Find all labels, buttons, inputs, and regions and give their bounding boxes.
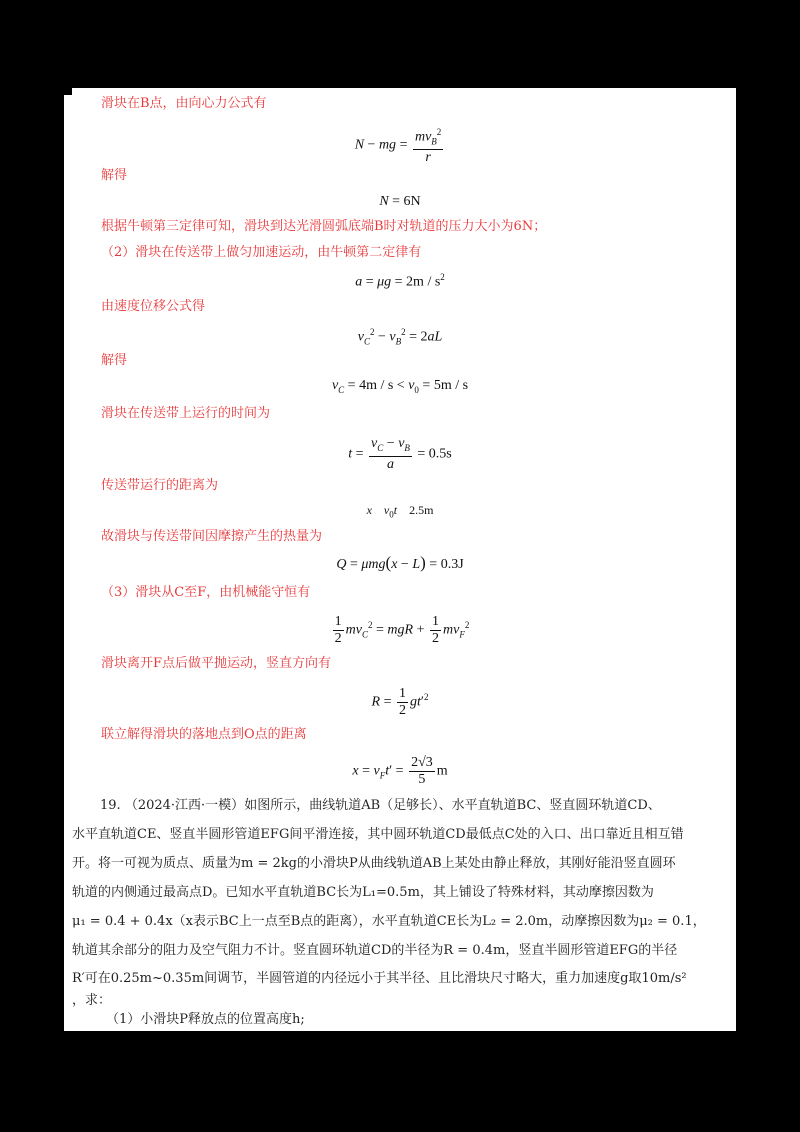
solution-text: 联立解得滑块的落地点到O点的距离 xyxy=(101,727,307,742)
solution-text: 滑块在B点，由向心力公式有 xyxy=(101,96,267,111)
problem-source: （2024·江西·一模） xyxy=(124,798,245,813)
problem-text: 如图所示，曲线轨道AB（足够长）、水平直轨道BC、竖直圆环轨道CD、 xyxy=(244,798,661,813)
solution-text: （2）滑块在传送带上做匀加速运动，由牛顿第二定律有 xyxy=(101,245,422,260)
solution-text: 故滑块与传送带间因摩擦产生的热量为 xyxy=(101,529,323,544)
solution-text: 传送带运行的距离为 xyxy=(101,478,219,493)
problem-19-line: 轨道其余部分的阻力及空气阻力不计。竖直圆环轨道CD的半径为R = 0.4m，竖直半圆形管道EFG的半径 xyxy=(72,943,678,958)
equation-velocity-c: $v_C = 4m / s < v_0 = 5m / s$ xyxy=(331,378,469,395)
problem-19-line: 轨道的内侧通过最高点D。已知水平直轨道BC长为L₁=0.5m，其上铺设了特殊材料，其动摩擦因数为 xyxy=(72,885,654,900)
equation-energy: $\frac{1}{2}$ $mv_C^2$ = mgR + $\frac{1}{2}$ $mv_F^2$ xyxy=(334,614,470,646)
equation-acceleration: $a = \mu g = 2m / s^2$ xyxy=(355,272,445,290)
solution-text: （3）滑块从C至F，由机械能守恒有 xyxy=(101,585,311,600)
equation-landing-distance: $x = v_Ft'$ = $\frac{2√3}{5}$ m xyxy=(352,755,448,787)
equation-centripetal: N − mg = $\frac{mv_B^2}{r}$ xyxy=(0,124,800,166)
problem-19-line xyxy=(100,797,661,815)
problem-19-line: 水平直轨道CE、竖直半圆形管道EFG间平滑连接，其中圆环轨道CD最低点C处的入口、出口靠近且相互错 xyxy=(72,827,684,842)
solution-text: 滑块离开F点后做平抛运动，竖直方向有 xyxy=(101,656,332,671)
solution-text: 滑块在传送带上运行的时间为 xyxy=(101,406,271,421)
solution-text: 由速度位移公式得 xyxy=(101,299,206,314)
solution-text: 解得 xyxy=(101,353,128,368)
equation-normal-force: N = 6N xyxy=(379,194,421,209)
problem-19-line: ，求： xyxy=(72,993,112,1008)
equation-kinematic: $v_C^2 - v_B^2 = 2aL$ xyxy=(357,327,443,347)
equation-time: t = $\frac{v_C - v_B}{a}$ = 0.5s xyxy=(348,436,452,472)
equation-heat: Q = μmg(x − L) = 0.3J xyxy=(336,553,464,572)
equation-fall: R = $\frac{1}{2}$ $gt'^2$ xyxy=(371,686,429,718)
solution-text: 根据牛顿第三定律可知，滑块到达光滑圆弧底端B时对轨道的压力大小为6N； xyxy=(101,219,547,234)
solution-text: 解得 xyxy=(101,168,128,183)
equation-belt-distance: x $v_0t$ 2.5m xyxy=(366,503,434,520)
problem-number: 19. xyxy=(100,798,121,813)
page-corner-notch xyxy=(64,88,72,95)
problem-19-line: μ₁ = 0.4 + 0.4x（x表示BC上一点至B点的距离），水平直轨道CE长为L₂ = 2.0m，动摩擦因数为μ₂ = 0.1， xyxy=(72,914,706,929)
question-1: （1）小滑块P释放点的位置高度h; xyxy=(106,1012,305,1027)
problem-19-line: R′可在0.25m~0.35m间调节，半圆管道的内径远小于其半径、且比滑块尺寸略大，重力加速度g取10m/s² xyxy=(72,971,687,986)
problem-19-line: 开。将一可视为质点、质量为m = 2kg的小滑块P从曲线轨道AB上某处由静止释放，其刚好能沿竖直圆环 xyxy=(72,856,676,871)
